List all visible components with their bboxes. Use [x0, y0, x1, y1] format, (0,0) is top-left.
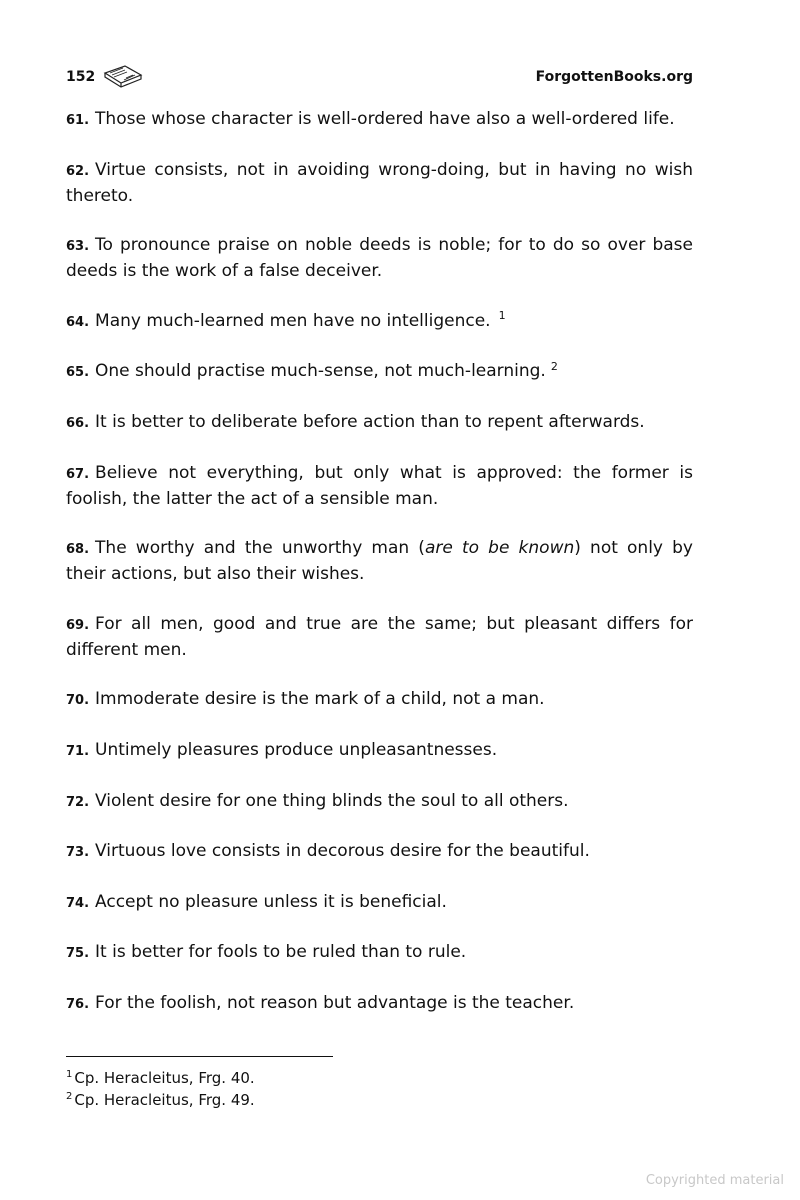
aphorism-number: 76.	[66, 996, 90, 1012]
aphorism-75	[66, 940, 693, 966]
aphorism-text: Immoderate desire is the mark of a child, not a man.	[95, 689, 545, 710]
aphorism-text: For the foolish, not reason but advantage is the teacher.	[95, 992, 575, 1013]
aphorism-74	[66, 890, 693, 916]
footnote-text: Cp. Heracleitus, Frg. 40.	[74, 1069, 255, 1087]
footnote-2	[66, 1089, 255, 1111]
aphorism-number: 66.	[66, 415, 90, 431]
aphorism-63	[66, 233, 693, 284]
footnote-mark: 1	[66, 1069, 73, 1080]
aphorism-65	[66, 359, 693, 385]
aphorism-text: Those whose character is well-ordered have also a well-ordered life.	[95, 109, 675, 129]
site-name: ForgottenBooks.org	[535, 69, 693, 85]
aphorism-text: Many much-learned men have no intelligence.	[95, 310, 491, 331]
aphorism-66	[66, 410, 693, 436]
aphorism-number: 69.	[66, 617, 90, 633]
footnote-ref: 1	[498, 309, 506, 323]
open-book-icon	[101, 63, 145, 91]
aphorism-text: To pronounce praise on noble deeds is noble; for to do so over base deeds is the work of a false deceiver.	[66, 235, 693, 282]
aphorism-number: 67.	[66, 466, 90, 482]
aphorism-71	[66, 738, 693, 764]
aphorism-number: 73.	[66, 845, 90, 861]
footnotes	[66, 1067, 255, 1111]
aphorism-number: 72.	[66, 794, 90, 810]
aphorism-text: It is better for fools to be ruled than to rule.	[95, 942, 467, 963]
aphorism-text: Believe not everything, but only what is approved: the former is foolish, the latter the act of a sensible man.	[66, 462, 693, 509]
aphorism-text: Untimely pleasures produce unpleasantnesses.	[95, 739, 498, 760]
aphorism-number: 61.	[66, 113, 90, 128]
aphorism-61	[66, 107, 693, 133]
aphorism-number: 63.	[66, 239, 90, 255]
aphorism-69	[66, 612, 693, 663]
aphorism-number: 74.	[66, 895, 90, 911]
aphorism-70	[66, 687, 693, 713]
aphorism-number: 65.	[66, 365, 90, 381]
aphorism-number: 75.	[66, 946, 90, 962]
footnote-text: Cp. Heracleitus, Frg. 49.	[74, 1091, 255, 1109]
aphorism-64	[66, 309, 693, 335]
aphorism-text: Accept no pleasure unless it is beneficial.	[95, 891, 447, 912]
footnote-1	[66, 1067, 255, 1089]
page-header	[66, 66, 693, 90]
aphorism-text: ) not only by their actions, but also their wishes.	[66, 538, 693, 585]
aphorism-number: 64.	[66, 314, 90, 330]
page-number: 152	[66, 69, 96, 85]
aphorism-text: For all men, good and true are the same; but pleasant differs for different men.	[66, 613, 693, 660]
aphorism-text: Violent desire for one thing blinds the soul to all others.	[95, 790, 569, 811]
aphorism-text: The worthy and the unworthy man (	[95, 538, 425, 559]
footnote-mark: 2	[66, 1091, 73, 1102]
footnote-divider	[66, 1056, 333, 1057]
aphorism-text: One should practise much-sense, not much-learning.	[95, 361, 546, 382]
aphorism-62	[66, 158, 693, 209]
aphorism-italic-text: are to be known	[424, 538, 575, 559]
aphorism-73	[66, 839, 693, 865]
aphorism-number: 68.	[66, 542, 90, 558]
aphorism-72	[66, 789, 693, 815]
aphorism-text: Virtuous love consists in decorous desire for the beautiful.	[95, 841, 590, 862]
aphorism-text: It is better to deliberate before action than to repent afterwards.	[95, 411, 645, 432]
aphorism-text: Virtue consists, not in avoiding wrong-doing, but in having no wish thereto.	[66, 159, 693, 206]
aphorism-68	[66, 536, 693, 587]
copyright-watermark: Copyrighted material	[645, 1173, 784, 1188]
aphorism-number: 70.	[66, 693, 90, 709]
aphorism-list	[66, 107, 693, 1042]
aphorism-67	[66, 461, 693, 512]
footnote-ref: 2	[550, 359, 558, 373]
aphorism-number: 62.	[66, 163, 90, 179]
aphorism-number: 71.	[66, 743, 90, 759]
aphorism-76	[66, 991, 693, 1017]
